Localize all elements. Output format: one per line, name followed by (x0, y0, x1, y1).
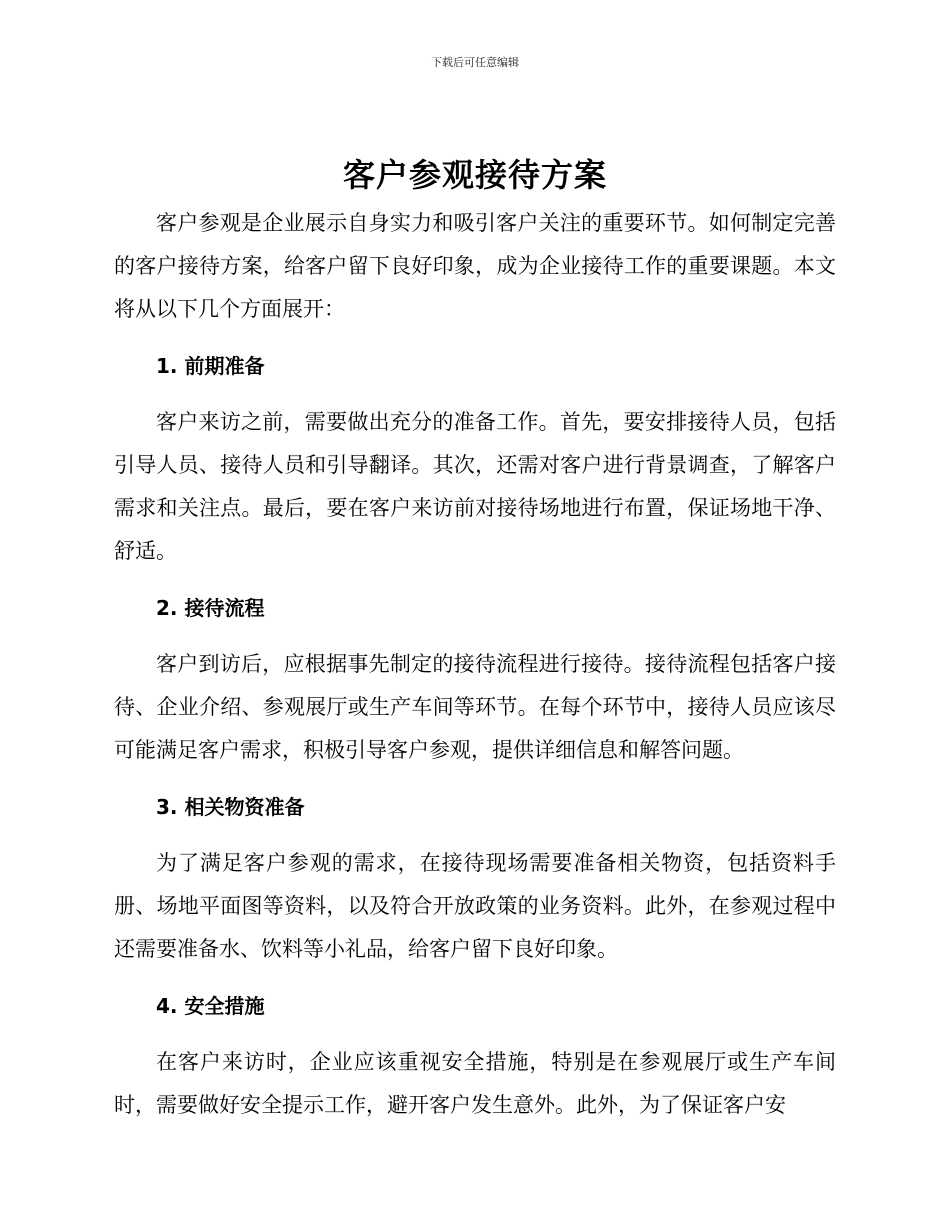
document-title: 客户参观接待方案 (342, 156, 607, 194)
section-body-4: 在客户来访时，企业应该重视安全措施，特别是在参观展厅或生产车间时，需要做好安全提示工作，避开客户发生意外。此外，为了保证客户安 (114, 1050, 836, 1117)
section-body-1: 客户来访之前，需要做出充分的准备工作。首先，要安排接待人员，包括引导人员、接待人员和引导翻译。其次，还需对客户进行背景调查，了解客户需求和关注点。最后，要在客户来访前对接待场地进行布置，保证场地干净、舒适。 (114, 410, 836, 563)
section-heading-4: 4. 安全措施 (156, 994, 265, 1018)
section-heading-2: 2. 接待流程 (156, 596, 265, 620)
intro-paragraph: 客户参观是企业展示自身实力和吸引客户关注的重要环节。如何制定完善的客户接待方案，给客户留下良好印象，成为企业接待工作的重要课题。本文将从以下几个方面展开： (114, 211, 836, 321)
section-body-2: 客户到访后，应根据事先制定的接待流程进行接待。接待流程包括客户接待、企业介绍、参观展厅或生产车间等环节。在每个环节中，接待人员应该尽可能满足客户需求，积极引导客户参观，提供详细信息和解答问题。 (114, 652, 836, 762)
section-heading-3: 3. 相关物资准备 (156, 795, 305, 819)
document-body (114, 202, 836, 1127)
section-body-3: 为了满足客户参观的需求，在接待现场需要准备相关物资，包括资料手册、场地平面图等资料，以及符合开放政策的业务资料。此外，在参观过程中还需要准备水、饮料等小礼品，给客户留下良好印象。 (114, 851, 836, 961)
section-heading-1: 1. 前期准备 (156, 354, 265, 378)
header-note: 下载后可任意编辑 (431, 56, 519, 69)
